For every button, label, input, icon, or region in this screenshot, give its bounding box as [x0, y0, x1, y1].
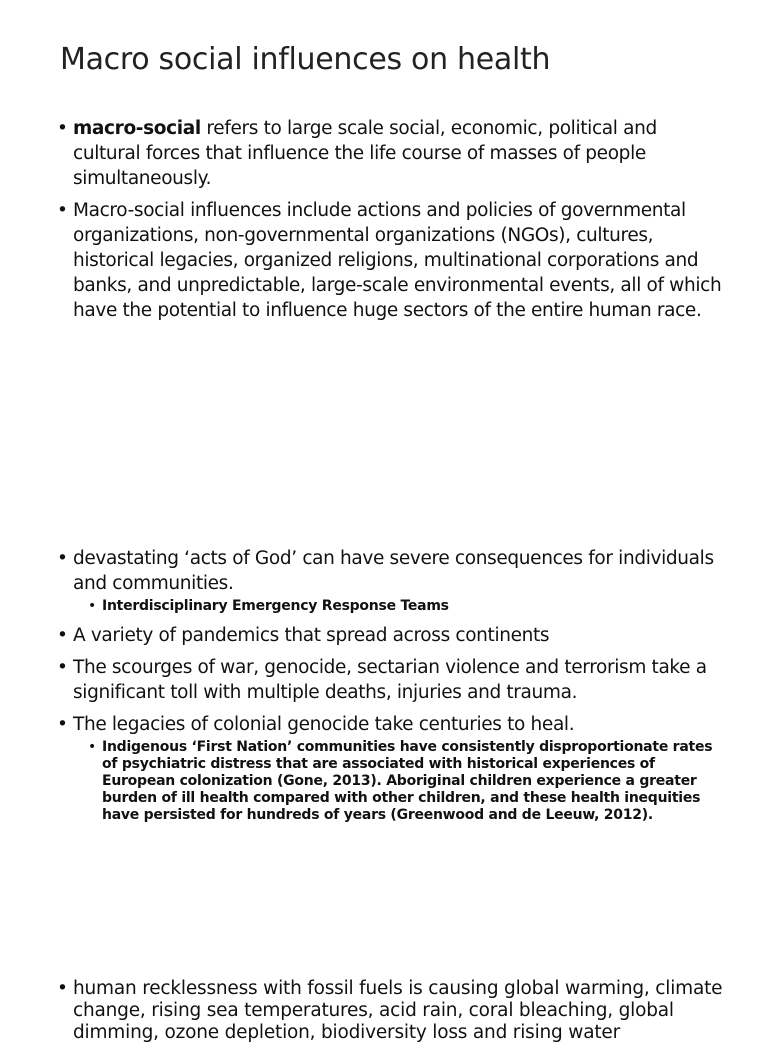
slide-title: Macro social influences on health: [60, 42, 551, 77]
bullet-pandemics: • A variety of pandemics that spread across continents: [0, 623, 768, 648]
bullet-colonial-genocide: • The legacies of colonial genocide take centuries to heal.: [0, 712, 768, 737]
environment-bullet-list: [0, 978, 768, 1051]
definition-text: refers to large scale social, economic, political and cultural forces that influence the life course of masses of people simultaneously.: [73, 118, 657, 189]
bullet-macro-social-definition: [0, 116, 768, 191]
examples-bullet-list: [0, 546, 768, 832]
bullet-macro-social-influences: • Macro-social influences include actions and policies of governmental organizations, non-governmental organizations (NGOs), cultures, historical legacies, organized religions, multinational corporations and banks, and unpredictable, large-scale environmental events, all of which have the potential to influence huge sectors of the entire human race.: [0, 198, 768, 323]
sub-bullet-indigenous-communities: • Indigenous ‘First Nation’ communities have consistently disproportionate rates of psychiatric distress that are associated with historical experiences of European colonization (Gone, 2013). Aboriginal children experience a greater burden of ill health compared with other children, and these health inequities have persisted for hundreds of years (Greenwood and de Leeuw, 2012).: [0, 739, 768, 824]
term-macro-social: macro-social: [73, 118, 201, 139]
intro-bullet-list: [0, 116, 768, 330]
bullet-war-genocide: • The scourges of war, genocide, sectarian violence and terrorism take a significant toll with multiple deaths, injuries and trauma.: [0, 655, 768, 705]
sub-bullet-emergency-teams: • Interdisciplinary Emergency Response Teams: [0, 598, 768, 615]
bullet-acts-of-god: • devastating ‘acts of God’ can have severe consequences for individuals and communities.: [0, 546, 768, 596]
bullet-fossil-fuels: • human recklessness with fossil fuels is causing global warming, climate change, rising sea temperatures, acid rain, coral bleaching, global dimming, ozone depletion, biodiversity loss and rising water: [0, 978, 768, 1044]
